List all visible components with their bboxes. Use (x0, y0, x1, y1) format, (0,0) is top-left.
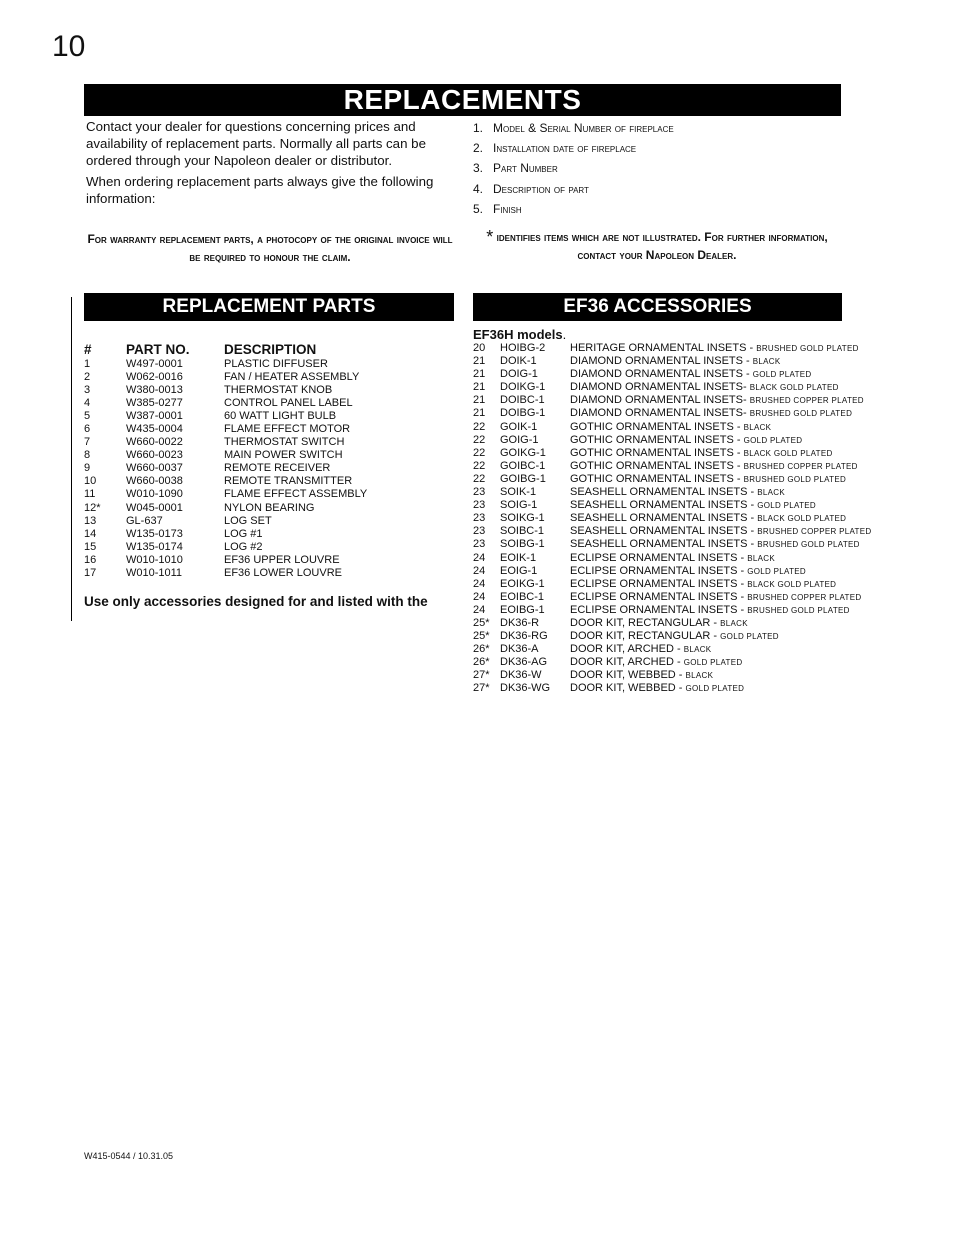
part-description: CONTROL PANEL LABEL (224, 397, 353, 410)
part-description: THERMOSTAT SWITCH (224, 436, 345, 449)
part-number-index: 5 (84, 410, 91, 423)
part-number: W660-0023 (126, 449, 183, 462)
part-number-index: 3 (84, 384, 91, 397)
accessory-part-number: DOIK-1 (500, 355, 537, 368)
accessory-finish: BLACK (743, 422, 772, 432)
accessory-description-text: DOOR KIT, WEBBED - (570, 669, 683, 682)
column-header-number: # (84, 342, 92, 357)
accessory-part-number: DK36-AG (500, 656, 548, 669)
accessory-description (570, 512, 846, 525)
accessory-description-text: ECLIPSE ORNAMENTAL INSETS - (570, 590, 745, 603)
accessory-finish: GOLD PLATED (720, 632, 779, 642)
accessory-index: 25* (473, 616, 490, 629)
accessory-index: 22 (473, 472, 486, 485)
accessory-index: 21 (473, 394, 486, 407)
accessory-description-text: SEASHELL ORNAMENTAL INSETS - (570, 525, 755, 538)
part-description: THERMOSTAT KNOB (224, 384, 333, 397)
part-description: EF36 UPPER LOUVRE (224, 553, 340, 566)
accessory-description-text: DIAMOND ORNAMENTAL INSETS- (570, 407, 747, 420)
accessory-part-number: EOIBG-1 (500, 603, 545, 616)
accessory-finish: GOLD PLATED (685, 684, 745, 694)
accessory-description-text: ECLIPSE ORNAMENTAL INSETS - (570, 603, 745, 616)
part-description: FLAME EFFECT ASSEMBLY (224, 488, 368, 501)
accessory-finish: BRUSHED GOLD PLATED (743, 474, 847, 484)
accessory-description (570, 552, 775, 565)
part-description: EF36 LOWER LOUVRE (224, 566, 342, 579)
column-header-part-no: PART NO. (126, 342, 190, 357)
part-description: REMOTE RECEIVER (224, 462, 331, 475)
accessory-description-text: DIAMOND ORNAMENTAL INSETS- (570, 394, 747, 407)
models-label: EF36H models. (473, 327, 567, 342)
list-item: 1. Model & Serial Number of fireplace (473, 121, 674, 135)
accessory-description-text: DIAMOND ORNAMENTAL INSETS - (570, 368, 750, 381)
accessory-index: 21 (473, 368, 486, 381)
part-number-index: 7 (84, 436, 91, 449)
part-description: FAN / HEATER ASSEMBLY (224, 371, 360, 384)
part-description: PLASTIC DIFFUSER (224, 358, 328, 370)
accessory-index: 24 (473, 564, 486, 577)
accessories-heading: EF36 ACCESSORIES (473, 293, 842, 321)
part-number-index: 12* (84, 501, 101, 514)
accessory-finish: BRUSHED GOLD PLATED (749, 409, 853, 419)
accessory-description-text: DOOR KIT, ARCHED - (570, 643, 681, 656)
accessory-description-text: GOTHIC ORNAMENTAL INSETS - (570, 446, 741, 459)
accessory-index: 22 (473, 459, 486, 472)
accessory-index: 24 (473, 603, 486, 616)
accessory-index: 20 (473, 342, 486, 354)
accessory-part-number: DOIKG-1 (500, 381, 546, 394)
accessory-part-number: DK36-A (500, 643, 539, 656)
accessory-finish: BLACK GOLD PLATED (757, 514, 847, 524)
accessory-part-number: EOIKG-1 (500, 577, 545, 590)
accessory-finish: BLACK (747, 553, 775, 563)
accessory-description (570, 486, 785, 499)
part-number: W660-0037 (126, 462, 183, 475)
list-item: 2. Installation date of fireplace (473, 141, 637, 156)
part-description: LOG #1 (224, 527, 263, 540)
accessory-index: 24 (473, 551, 486, 564)
part-number: W380-0013 (126, 384, 183, 397)
accessory-description-text: DIAMOND ORNAMENTAL INSETS- (570, 381, 747, 394)
accessory-finish: GOLD PLATED (752, 370, 812, 380)
accessory-part-number: DK36-W (500, 669, 542, 682)
column-header-description: DESCRIPTION (224, 342, 317, 357)
accessory-index: 23 (473, 512, 486, 525)
accessory-index: 23 (473, 538, 486, 551)
accessory-description-text: GOTHIC ORNAMENTAL INSETS - (570, 420, 741, 433)
accessory-finish: BRUSHED COPPER PLATED (749, 396, 864, 406)
accessory-index: 23 (473, 525, 486, 538)
accessory-description-text: SEASHELL ORNAMENTAL INSETS - (570, 512, 755, 525)
accessory-finish: GOLD PLATED (683, 658, 743, 668)
accessory-index: 22 (473, 446, 486, 459)
part-number: W385-0277 (126, 397, 183, 410)
accessory-description-text: SEASHELL ORNAMENTAL INSETS - (570, 538, 755, 551)
part-number: W135-0174 (126, 540, 183, 553)
document-code: W415-0544 / 10.31.05 (84, 1151, 174, 1161)
accessory-part-number: DOIBG-1 (500, 407, 546, 420)
accessory-finish: BRUSHED GOLD PLATED (747, 605, 850, 615)
asterisk-symbol: * (486, 227, 494, 247)
accessory-finish: BLACK (685, 671, 714, 681)
accessory-index: 22 (473, 420, 486, 433)
part-number-index: 13 (84, 514, 97, 527)
accessory-finish: GOLD PLATED (757, 501, 816, 511)
accessory-finish: BLACK (757, 488, 785, 498)
part-number-index: 1 (84, 358, 91, 370)
accessory-description-text: DOOR KIT, RECTANGULAR - (570, 630, 718, 643)
accessory-finish: BLACK GOLD PLATED (743, 448, 833, 458)
accessory-part-number: GOIKG-1 (500, 446, 546, 459)
part-number: GL-637 (126, 514, 163, 527)
part-description: LOG SET (224, 514, 272, 527)
part-number-index: 14 (84, 527, 97, 540)
part-number-index: 17 (84, 566, 97, 579)
accessory-description (570, 355, 780, 368)
part-number-index: 6 (84, 423, 91, 436)
warranty-note: For warranty replacement parts, a photocopy of the original invoice will be required to honour the claim. (87, 232, 453, 264)
accessory-description (570, 394, 864, 407)
accessory-finish: GOLD PLATED (747, 566, 806, 576)
accessory-part-number: SOIK-1 (500, 486, 537, 499)
intro-text (86, 118, 458, 211)
accessory-finish: GOLD PLATED (743, 435, 803, 445)
required-info-list (473, 118, 674, 219)
accessory-finish: BLACK GOLD PLATED (749, 383, 839, 393)
accessory-description-text: ECLIPSE ORNAMENTAL INSETS - (570, 577, 745, 590)
not-illustrated-note (473, 228, 841, 264)
list-item: 5. Finish (473, 201, 522, 216)
accessory-part-number: SOIG-1 (500, 499, 538, 512)
accessory-description (570, 434, 802, 447)
accessory-description-text: DOOR KIT, ARCHED - (570, 656, 681, 669)
accessory-description-text: DOOR KIT, RECTANGULAR - (570, 616, 718, 629)
accessory-part-number: EOIK-1 (500, 551, 537, 564)
accessory-description (570, 643, 711, 656)
accessory-part-number: DOIG-1 (500, 368, 538, 381)
accessory-description (570, 460, 858, 473)
part-number: W010-1090 (126, 488, 183, 501)
accessory-part-number: HOIBG-2 (500, 342, 546, 354)
accessory-description-text: GOTHIC ORNAMENTAL INSETS - (570, 472, 741, 485)
part-number-index: 8 (84, 449, 91, 462)
accessory-part-number: GOIBG-1 (500, 472, 546, 485)
accessory-description (570, 499, 816, 512)
part-description: 60 WATT LIGHT BULB (224, 410, 337, 423)
accessory-index: 21 (473, 407, 486, 420)
accessory-description (570, 538, 860, 551)
part-description: REMOTE TRANSMITTER (224, 475, 353, 488)
accessory-description (570, 617, 748, 630)
accessory-finish: BRUSHED GOLD PLATED (757, 540, 860, 550)
accessory-index: 23 (473, 486, 486, 499)
accessory-finish: BLACK (752, 357, 781, 367)
accessory-part-number: SOIBC-1 (500, 525, 545, 538)
margin-rule (71, 297, 72, 621)
accessory-description (570, 368, 811, 381)
accessory-description (570, 525, 871, 538)
accessory-index: 24 (473, 577, 486, 590)
accessory-finish: BLACK (720, 618, 748, 628)
accessory-finish: BRUSHED COPPER PLATED (743, 461, 858, 471)
accessory-part-number: SOIBG-1 (500, 538, 545, 551)
accessory-description (570, 473, 846, 486)
accessory-index: 27* (473, 669, 490, 682)
intro-paragraph-1: Contact your dealer for questions concerning prices and availability of replacement parts. Normally all parts can be ordered through your Napoleon dealer or distributor. (86, 119, 426, 168)
accessory-description-text: SEASHELL ORNAMENTAL INSETS - (570, 486, 755, 499)
part-number: W387-0001 (126, 410, 183, 423)
accessory-description (570, 407, 852, 420)
accessory-finish: BRUSHED COPPER PLATED (757, 527, 872, 537)
accessory-index: 22 (473, 433, 486, 446)
accessory-description (570, 565, 806, 578)
part-number: W660-0038 (126, 475, 183, 488)
accessory-description (570, 421, 771, 434)
part-description: FLAME EFFECT MOTOR (224, 423, 351, 436)
list-item: 4. Description of part (473, 181, 589, 196)
accessory-part-number: GOIK-1 (500, 420, 538, 433)
part-number-index: 11 (84, 488, 96, 501)
accessory-description (570, 578, 836, 591)
accessory-description-text: HERITAGE ORNAMENTAL INSETS - (570, 342, 754, 354)
accessory-description-text: SEASHELL ORNAMENTAL INSETS - (570, 499, 755, 512)
part-number: W010-1010 (126, 553, 183, 566)
accessory-part-number: SOIKG-1 (500, 512, 545, 525)
accessory-description (570, 447, 833, 460)
part-number-index: 4 (84, 397, 91, 410)
accessory-index: 23 (473, 499, 486, 512)
part-number-index: 15 (84, 540, 97, 553)
accessory-part-number: DOIBC-1 (500, 394, 545, 407)
part-number-index: 16 (84, 553, 97, 566)
accessories-notice: Use only accessories designed for and listed with the (84, 594, 428, 609)
part-number-index: 9 (84, 462, 91, 475)
accessory-index: 27* (473, 682, 490, 695)
accessory-index: 21 (473, 381, 486, 394)
list-item: 3. Part Number (473, 161, 558, 176)
accessory-index: 24 (473, 590, 486, 603)
accessory-finish: BLACK (683, 645, 712, 655)
replacement-parts-heading: REPLACEMENT PARTS (84, 293, 454, 321)
accessory-part-number: DK36-WG (500, 682, 551, 695)
accessory-description-text: ECLIPSE ORNAMENTAL INSETS - (570, 551, 745, 564)
part-number: W062-0016 (126, 371, 183, 384)
accessory-description-text: DOOR KIT, WEBBED - (570, 682, 683, 695)
accessory-part-number: EOIG-1 (500, 564, 538, 577)
accessory-description-text: GOTHIC ORNAMENTAL INSETS - (570, 433, 741, 446)
accessory-description (570, 630, 779, 643)
accessory-description (570, 591, 861, 604)
accessory-description-text: DIAMOND ORNAMENTAL INSETS - (570, 355, 750, 368)
part-number: W435-0004 (126, 423, 183, 436)
page-title: REPLACEMENTS (84, 84, 841, 116)
accessory-description-text: GOTHIC ORNAMENTAL INSETS - (570, 459, 741, 472)
accessory-index: 21 (473, 355, 486, 368)
accessory-index: 25* (473, 630, 490, 643)
accessory-description (570, 381, 839, 394)
part-number: W660-0022 (126, 436, 183, 449)
accessory-description (570, 342, 859, 355)
accessory-index: 26* (473, 643, 490, 656)
part-number-index: 2 (84, 371, 91, 384)
intro-paragraph-2: When ordering replacement parts always give the following information: (86, 174, 434, 206)
accessory-finish: BRUSHED GOLD PLATED (756, 344, 859, 353)
accessory-description (570, 604, 850, 617)
part-number-index: 10 (84, 475, 97, 488)
part-number: W010-1011 (126, 566, 183, 579)
page-number: 10 (52, 30, 86, 63)
part-number: W135-0173 (126, 527, 183, 540)
accessory-finish: BLACK GOLD PLATED (747, 579, 837, 589)
accessory-description-text: ECLIPSE ORNAMENTAL INSETS - (570, 564, 745, 577)
not-illustrated-text: identifies items which are not illustrated. For further information, contact your Napoleon Dealer. (496, 230, 828, 262)
accessory-part-number: GOIBC-1 (500, 459, 546, 472)
part-description: NYLON BEARING (224, 501, 315, 514)
accessory-part-number: DK36-R (500, 616, 540, 629)
accessory-description (570, 682, 744, 695)
accessory-index: 26* (473, 656, 490, 669)
part-description: MAIN POWER SWITCH (224, 449, 343, 462)
accessory-finish: BRUSHED COPPER PLATED (747, 592, 862, 602)
part-number: W045-0001 (126, 501, 183, 514)
accessory-part-number: GOIG-1 (500, 433, 539, 446)
part-number: W497-0001 (126, 358, 183, 370)
accessory-part-number: DK36-RG (500, 630, 548, 643)
accessory-description (570, 656, 742, 669)
part-description: LOG #2 (224, 540, 263, 553)
accessory-part-number: EOIBC-1 (500, 590, 545, 603)
accessory-description (570, 669, 713, 682)
